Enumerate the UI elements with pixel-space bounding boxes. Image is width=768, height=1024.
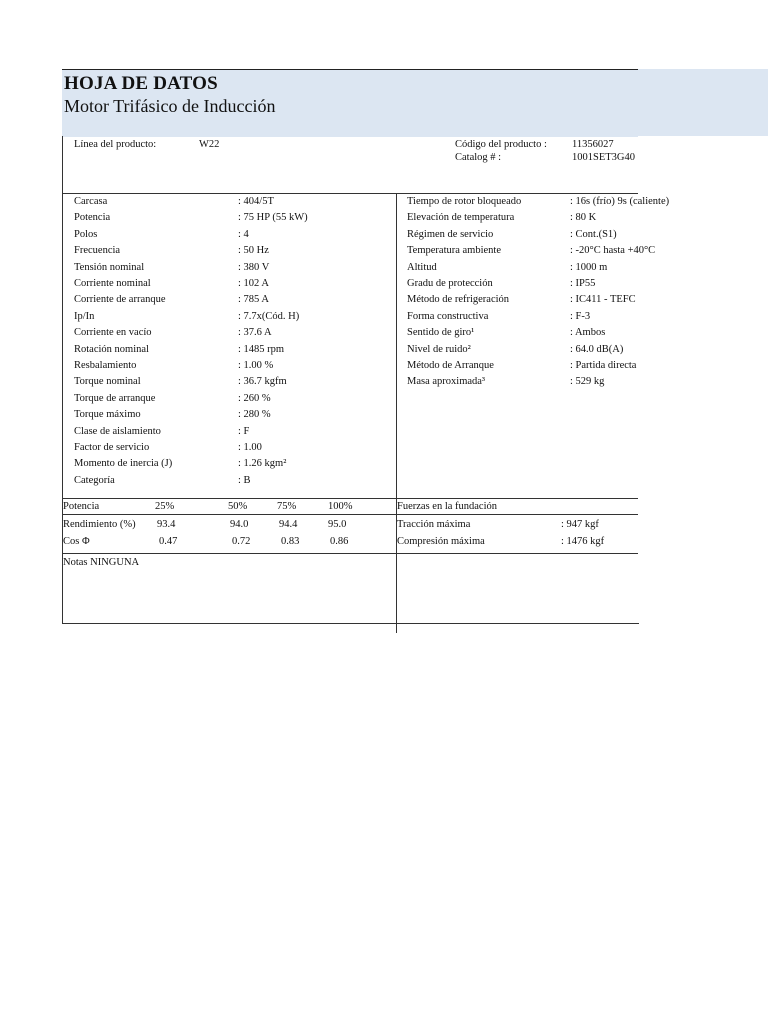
- spec-label: Factor de servicio: [74, 442, 150, 453]
- spec-value: : 380 V: [238, 261, 270, 273]
- spec-label: Clase de aislamiento: [74, 425, 161, 437]
- spec-label: Potencia: [74, 212, 111, 224]
- spec-label: Elevación de temperatura: [407, 212, 515, 224]
- spec-value: : 1.26 kgm²: [238, 458, 287, 470]
- spec-label: Torque de arranque: [74, 392, 156, 404]
- performance-header-cell: 100%: [328, 501, 353, 512]
- performance-row-label: Rendimiento (%): [63, 519, 136, 530]
- performance-cell: 94.0: [230, 519, 249, 530]
- spec-label: Nivel de ruido²: [407, 343, 471, 355]
- spec-value: : 75 HP (55 kW): [238, 212, 308, 224]
- foundation-label: Tracción máxima: [397, 519, 471, 530]
- spec-label: Forma constructiva: [407, 310, 489, 322]
- spec-label: Tensión nominal: [74, 261, 145, 273]
- product-code-label: Código del producto :: [455, 139, 547, 150]
- spec-value: : 529 kg: [570, 376, 605, 388]
- spec-label: Torque máximo: [74, 409, 141, 421]
- spec-value: : 64.0 dB(A): [570, 343, 624, 355]
- specs-column-divider: [396, 193, 397, 633]
- spec-label: Corriente de arranque: [74, 294, 166, 306]
- spec-label: Altitud: [407, 261, 437, 273]
- spec-value: : 80 K: [570, 212, 597, 224]
- spec-label: Gradu de protección: [407, 278, 493, 289]
- spec-value: : 260 %: [238, 392, 271, 404]
- foundation-value: : 1476 kgf: [561, 536, 605, 547]
- spec-label: Categoría: [74, 474, 115, 486]
- page-subtitle: Motor Trifásico de Inducción: [64, 96, 276, 116]
- catalog-value: 1001SET3G40: [572, 152, 635, 163]
- spec-label: Corriente en vacío: [74, 327, 152, 339]
- spec-value: : 1.00 %: [238, 360, 274, 371]
- performance-cell: 95.0: [328, 519, 347, 530]
- spec-label: Método de Arranque: [407, 360, 494, 371]
- spec-value: : 4: [238, 228, 249, 240]
- spec-value: : IC411 - TEFC: [570, 294, 636, 306]
- spec-value: : 36.7 kgfm: [238, 376, 287, 388]
- spec-label: Polos: [74, 228, 98, 240]
- notes-text: Notas NINGUNA: [63, 557, 140, 568]
- spec-label: Momento de inercia (J): [74, 458, 173, 470]
- performance-header-divider: [62, 514, 638, 515]
- spec-label: Resbalamiento: [74, 360, 137, 371]
- performance-cell: 0.72: [232, 536, 251, 547]
- spec-label: Régimen de servicio: [407, 228, 494, 240]
- spec-value: : Ambos: [570, 327, 606, 339]
- spec-value: : Cont.(S1): [570, 228, 617, 240]
- spec-value: : 1485 rpm: [238, 343, 285, 355]
- spec-label: Carcasa: [74, 196, 108, 207]
- spec-value: : F: [238, 425, 250, 437]
- spec-value: : 37.6 A: [238, 327, 272, 339]
- spec-label: Ip/In: [74, 310, 95, 322]
- spec-value: : 102 A: [238, 278, 269, 289]
- performance-top-divider: [62, 498, 638, 499]
- foundation-title: Fuerzas en la fundación: [397, 501, 498, 512]
- spec-value: : 7.7x(Cód. H): [238, 310, 300, 322]
- performance-header-cell: 75%: [277, 501, 297, 512]
- spec-value: : 1000 m: [570, 261, 608, 273]
- header-band-overflow: [638, 69, 768, 136]
- foundation-value: : 947 kgf: [561, 519, 599, 530]
- performance-header-cell: 25%: [155, 501, 175, 512]
- performance-cell: 93.4: [157, 519, 176, 530]
- performance-cell: 0.47: [159, 536, 178, 547]
- datasheet-header: [62, 69, 638, 137]
- spec-label: Masa aproximada³: [407, 376, 486, 388]
- spec-value: : IP55: [570, 278, 596, 289]
- spec-value: : 16s (frío) 9s (caliente): [570, 196, 670, 207]
- notes-top-divider: [62, 553, 638, 554]
- performance-row-label: Cos Φ: [63, 536, 90, 547]
- spec-label: Frecuencia: [74, 245, 121, 257]
- performance-header-label: Potencia: [63, 501, 100, 512]
- spec-value: : 404/5T: [238, 196, 274, 207]
- foundation-label: Compresión máxima: [397, 536, 485, 547]
- page-title: HOJA DE DATOS: [64, 73, 218, 94]
- catalog-label: Catalog # :: [455, 152, 502, 163]
- product-line-value: W22: [199, 139, 220, 150]
- product-code-value: 11356027: [572, 139, 614, 150]
- spec-value: : F-3: [570, 310, 591, 322]
- spec-value: : 280 %: [238, 409, 271, 421]
- spec-value: : B: [238, 474, 251, 486]
- spec-label: Rotación nominal: [74, 343, 149, 355]
- performance-header-cell: 50%: [228, 501, 248, 512]
- spec-value: : -20°C hasta +40°C: [570, 245, 656, 257]
- spec-value: : 785 A: [238, 294, 269, 306]
- performance-cell: 0.83: [281, 536, 300, 547]
- spec-label: Torque nominal: [74, 376, 141, 388]
- spec-label: Tiempo de rotor bloqueado: [407, 196, 522, 207]
- spec-value: : 50 Hz: [238, 245, 269, 257]
- spec-label: Corriente nominal: [74, 278, 151, 289]
- spec-label: Temperatura ambiente: [407, 245, 502, 257]
- performance-cell: 94.4: [279, 519, 298, 530]
- product-line-label: Línea del producto:: [74, 139, 157, 150]
- performance-cell: 0.86: [330, 536, 349, 547]
- specs-top-divider: [62, 193, 638, 194]
- spec-value: : 1.00: [238, 442, 262, 453]
- datasheet-body: [62, 136, 670, 626]
- spec-label: Método de refrigeración: [407, 294, 510, 306]
- spec-value: : Partida directa: [570, 360, 637, 371]
- spec-label: Sentido de giro¹: [407, 327, 475, 339]
